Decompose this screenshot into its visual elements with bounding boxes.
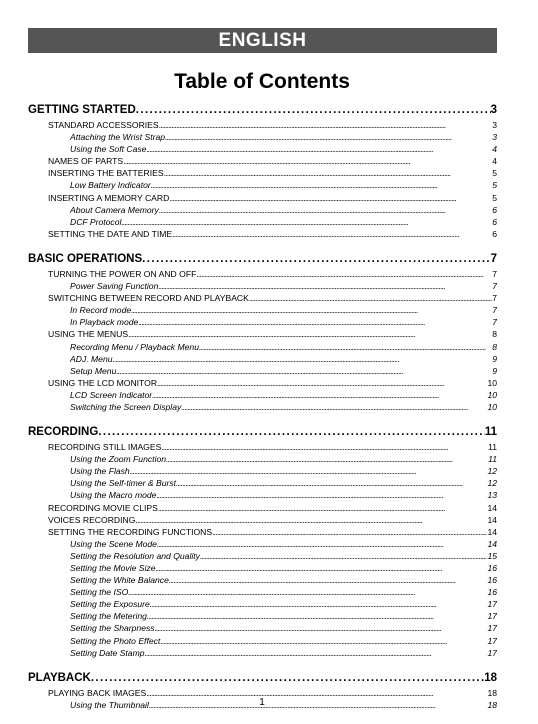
toc-entry-label: Attaching the Wrist Strap: [70, 132, 166, 143]
toc-entry-page: 10: [487, 377, 497, 388]
toc-entry-label: Setting the ISO: [70, 587, 129, 598]
toc-entry-label: RECORDING MOVIE CLIPS: [48, 502, 158, 513]
toc-subentry[interactable]: [28, 353, 497, 365]
toc-entry-label: SWITCHING BETWEEN RECORD AND PLAYBACK: [48, 293, 249, 304]
dot-leader: [172, 228, 492, 240]
toc-entry-label: Setting the Sharpness: [70, 623, 155, 634]
toc-entry-page: 6: [492, 204, 497, 215]
toc-entry-page: 14: [487, 514, 497, 525]
toc-section-heading[interactable]: [28, 102, 497, 119]
toc-entry-page: 11: [484, 426, 497, 439]
toc-entry[interactable]: [28, 228, 497, 240]
toc-entry-page: 17: [487, 647, 497, 658]
dot-leader: [196, 268, 492, 280]
toc-entry-page: 9: [492, 365, 497, 376]
toc-entry[interactable]: [28, 526, 497, 538]
toc-entry-page: 11: [488, 442, 497, 453]
toc-entry-label: BASIC OPERATIONS: [28, 252, 143, 265]
toc-entry-label: Setting the White Balance: [70, 575, 169, 586]
toc-entry-page: 12: [487, 478, 497, 489]
toc-entry-label: INSERTING THE BATTERIES: [48, 168, 164, 179]
toc-subentry[interactable]: [28, 586, 497, 598]
toc-subentry[interactable]: [28, 477, 497, 489]
toc-entry-label: Switching the Screen Display: [70, 401, 182, 412]
toc-entry[interactable]: [28, 268, 497, 280]
toc-subentry[interactable]: [28, 389, 497, 401]
dot-leader: [123, 155, 492, 167]
dot-leader: [199, 341, 492, 353]
toc-subentry[interactable]: [28, 574, 497, 586]
toc-subentry[interactable]: [28, 538, 497, 550]
toc-entry-label: About Camera Memory: [70, 204, 159, 215]
toc-entry-page: 11: [488, 454, 497, 465]
toc-entry-label: USING THE LCD MONITOR: [48, 377, 158, 388]
toc-subentry[interactable]: [28, 179, 497, 191]
dot-leader: [166, 453, 488, 465]
toc-entry-label: Using the Flash: [70, 466, 130, 477]
toc-subentry[interactable]: [28, 610, 497, 622]
toc-entry-label: Using the Thumbnail: [70, 699, 149, 710]
toc-entry-page: 7: [492, 293, 497, 304]
dot-leader: [161, 441, 488, 453]
toc-entry-label: Setting the Photo Effect: [70, 635, 161, 646]
dot-leader: [121, 216, 492, 228]
toc-subentry[interactable]: [28, 316, 497, 328]
toc-entry-page: 3: [490, 104, 497, 116]
toc-entry[interactable]: [28, 514, 497, 526]
toc-entry-page: 8: [492, 329, 497, 340]
toc-entry-label: Low Battery Indicator: [70, 180, 151, 191]
toc-entry-label: Using the Macro mode: [70, 490, 157, 501]
toc-subentry[interactable]: [28, 622, 497, 634]
toc-entry-page: 12: [487, 466, 497, 477]
dot-leader: [147, 610, 488, 622]
language-banner: ENGLISH: [28, 28, 497, 53]
dot-leader: [176, 477, 487, 489]
toc-entry-page: 7: [490, 252, 497, 265]
toc-entry-page: 14: [487, 526, 497, 537]
dot-leader: [158, 280, 492, 292]
toc-entry-page: 7: [492, 305, 497, 316]
toc-entry-label: PLAYBACK: [28, 671, 91, 684]
toc-entry-page: 15: [487, 550, 497, 561]
dot-leader: [128, 586, 487, 598]
toc-entry-page: 7: [492, 281, 497, 292]
toc-entry-page: 13: [487, 490, 497, 501]
dot-leader: [128, 328, 492, 340]
toc-entry[interactable]: [28, 192, 497, 204]
toc-entry-label: Recording Menu / Playback Menu: [70, 341, 199, 352]
toc-subentry[interactable]: [28, 341, 497, 353]
toc-subentry[interactable]: [28, 131, 497, 143]
toc-entry-label: GETTING STARTED: [28, 104, 136, 116]
dot-leader: [145, 647, 488, 659]
toc-entry-label: Power Saving Function: [70, 281, 159, 292]
toc-entry-label: SETTING THE RECORDING FUNCTIONS: [48, 526, 213, 537]
toc-section-heading[interactable]: [28, 251, 497, 268]
toc-subentry[interactable]: [28, 465, 497, 477]
toc-entry-label: RECORDING STILL IMAGES: [48, 442, 162, 453]
dot-leader: [157, 538, 487, 550]
toc-entry-label: VOICES RECORDING: [48, 514, 136, 525]
toc-entry-label: LCD Screen Indicator: [70, 389, 153, 400]
toc-subentry[interactable]: [28, 489, 497, 501]
toc-entry-label: In Playback mode: [70, 317, 139, 328]
section-spacer: [28, 659, 497, 670]
toc-entry-page: 18: [487, 699, 497, 710]
toc-entry[interactable]: [28, 167, 497, 179]
dot-leader: [155, 622, 488, 634]
toc-subentry[interactable]: [28, 550, 497, 562]
toc-entry-page: 7: [492, 317, 497, 328]
toc-entry[interactable]: [28, 441, 497, 453]
toc-entry-page: 16: [487, 563, 497, 573]
toc-subentry[interactable]: [28, 280, 497, 292]
dot-leader: [156, 562, 488, 574]
dot-leader: [130, 465, 488, 477]
toc-entry-page: 4: [492, 144, 497, 155]
toc-entry-label: RECORDING: [28, 426, 99, 439]
table-of-contents: [28, 102, 497, 711]
toc-entry-page: 9: [492, 353, 497, 364]
dot-leader: [151, 179, 492, 191]
section-spacer: [28, 413, 497, 424]
dot-leader: [136, 102, 491, 119]
dot-leader: [169, 192, 492, 204]
toc-section-heading[interactable]: [28, 670, 497, 687]
toc-entry[interactable]: [28, 377, 497, 389]
dot-leader: [200, 550, 487, 562]
toc-entry-page: 3: [492, 120, 497, 130]
dot-leader: [91, 670, 484, 687]
toc-entry-label: Setting the Exposure: [70, 599, 150, 610]
toc-entry-label: TURNING THE POWER ON AND OFF: [48, 268, 197, 279]
toc-entry[interactable]: [28, 328, 497, 340]
toc-entry-page: 16: [487, 575, 497, 586]
toc-entry-page: 10: [487, 401, 497, 412]
toc-subentry[interactable]: [28, 647, 497, 659]
dot-leader: [135, 514, 487, 526]
toc-entry-label: STANDARD ACCESSORIES: [48, 120, 159, 130]
toc-subentry[interactable]: [28, 216, 497, 228]
dot-leader: [98, 424, 485, 441]
toc-entry-label: PLAYING BACK IMAGES: [48, 687, 147, 698]
dot-leader: [212, 526, 487, 538]
dot-leader: [156, 489, 487, 501]
toc-entry-label: USING THE MENUS: [48, 329, 129, 340]
toc-entry-label: Setup Menu: [70, 365, 117, 376]
toc-entry-page: 7: [492, 268, 497, 279]
dot-leader: [113, 353, 493, 365]
toc-subentry[interactable]: [28, 453, 497, 465]
toc-entry-label: Setting Date Stamp: [70, 647, 145, 658]
toc-entry-page: 3: [492, 132, 497, 143]
section-spacer: [28, 240, 497, 251]
toc-entry[interactable]: [28, 119, 497, 131]
dot-leader: [158, 502, 488, 514]
dot-leader: [169, 574, 488, 586]
toc-subentry[interactable]: [28, 204, 497, 216]
toc-entry-label: Using the Soft Case: [70, 144, 147, 155]
toc-subentry[interactable]: [28, 304, 497, 316]
toc-section-heading[interactable]: [28, 424, 497, 441]
toc-entry-label: DCF Protocol: [70, 216, 122, 227]
toc-entry-page: 4: [492, 156, 497, 167]
dot-leader: [138, 316, 492, 328]
page-title: Table of Contents: [174, 70, 350, 93]
toc-entry[interactable]: [28, 155, 497, 167]
toc-entry-page: 6: [492, 228, 497, 239]
toc-entry-page: 17: [487, 599, 497, 610]
toc-entry-page: 14: [487, 538, 497, 549]
toc-entry-page: 17: [487, 635, 497, 646]
dot-leader: [131, 304, 492, 316]
toc-entry-label: Setting the Metering: [70, 611, 147, 622]
toc-subentry[interactable]: [28, 635, 497, 647]
toc-subentry[interactable]: [28, 365, 497, 377]
toc-entry-page: 5: [492, 192, 497, 203]
toc-entry-page: 16: [487, 587, 497, 598]
toc-entry-page: 17: [487, 611, 497, 622]
toc-entry-label: SETTING THE DATE AND TIME: [48, 228, 173, 239]
toc-entry-page: 18: [487, 687, 497, 698]
toc-subentry[interactable]: [28, 401, 497, 413]
toc-entry-page: 5: [492, 168, 497, 179]
dot-leader: [249, 292, 492, 304]
toc-entry-page: 5: [492, 180, 497, 191]
dot-leader: [160, 635, 487, 647]
toc-entry-label: NAMES OF PARTS: [48, 156, 124, 167]
dot-leader: [142, 251, 490, 268]
toc-entry-label: Using the Zoom Function: [70, 454, 167, 465]
dot-leader: [159, 204, 492, 216]
toc-subentry[interactable]: [28, 562, 497, 574]
toc-entry-label: Using the Scene Mode: [70, 538, 157, 549]
dot-leader: [157, 377, 487, 389]
toc-entry-label: Setting the Resolution and Quality: [70, 550, 200, 561]
toc-entry-page: 6: [492, 216, 497, 227]
toc-entry[interactable]: [28, 292, 497, 304]
toc-entry-page: 8: [492, 341, 497, 352]
dot-leader: [164, 167, 493, 179]
dot-leader: [165, 131, 492, 143]
dot-leader: [159, 119, 493, 131]
dot-leader: [181, 401, 487, 413]
toc-entry-page: 17: [487, 623, 497, 634]
dot-leader: [116, 365, 492, 377]
toc-entry-label: INSERTING A MEMORY CARD: [48, 192, 170, 203]
toc-entry-label: In Record mode: [70, 305, 132, 316]
toc-subentry[interactable]: [28, 143, 497, 155]
toc-entry-label: ADJ. Menu: [70, 353, 113, 364]
toc-subentry[interactable]: [28, 598, 497, 610]
page-number: 1: [259, 697, 265, 708]
toc-entry-label: Setting the Movie Size: [70, 563, 156, 573]
toc-entry-page: 14: [487, 502, 497, 513]
toc-entry[interactable]: [28, 502, 497, 514]
dot-leader: [146, 143, 492, 155]
dot-leader: [152, 389, 487, 401]
toc-entry-page: 18: [484, 671, 497, 684]
dot-leader: [150, 598, 488, 610]
toc-entry-label: Using the Self-timer & Burst: [70, 478, 177, 489]
toc-entry-page: 10: [487, 389, 497, 400]
